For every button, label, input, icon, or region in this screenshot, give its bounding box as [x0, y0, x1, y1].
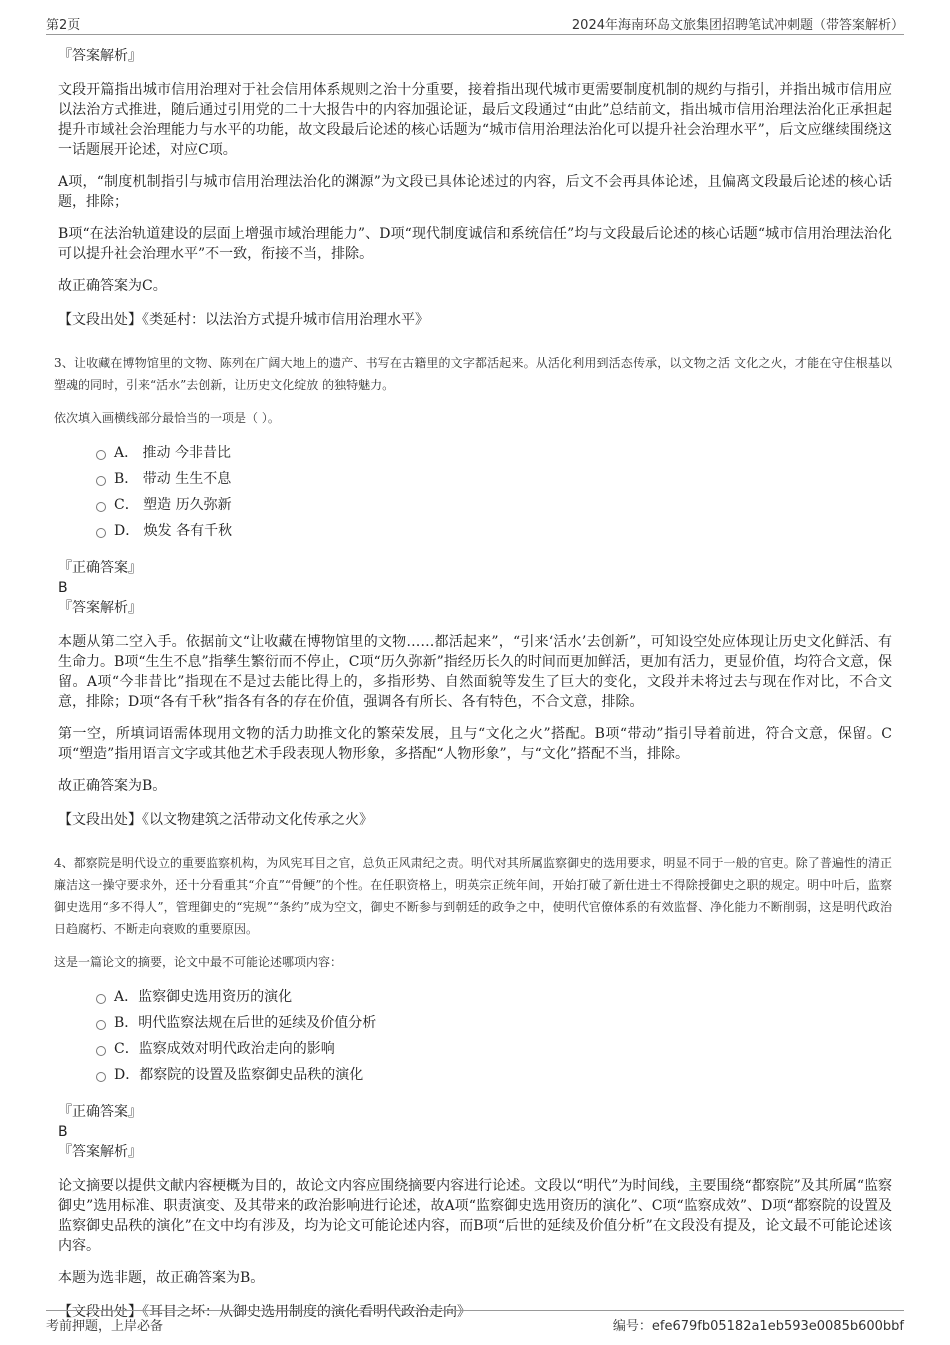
question-3-text: 3、让收藏在博物馆里的文物、陈列在广阔大地上的遗产、书写在古籍里的文字都活起来。从活化利用到活态传承，以文物之活 文化之火，才能在守住根基以塑魂的同时，引来“活水”去创新，让历史文化绽放 的独特魅力。 [54, 356, 892, 392]
option-b[interactable] [96, 1010, 892, 1036]
source-citation: 【文段出处】《类延村：以法治方式提升城市信用治理水平》 [58, 312, 429, 328]
page-header [46, 12, 904, 35]
radio-icon[interactable] [96, 476, 106, 486]
radio-icon[interactable] [96, 528, 106, 538]
option-a[interactable] [96, 984, 892, 1010]
analysis-paragraph: 故正确答案为C。 [58, 278, 167, 294]
page-content [54, 46, 892, 1322]
radio-icon[interactable] [96, 994, 106, 1004]
option-label: A． 推动 今非昔比 [114, 445, 232, 461]
analysis-label: 『答案解析』 [58, 600, 142, 616]
analysis-paragraph: B项“在法治轨道建设的层面上增强市域治理能力”、D项“现代制度诚信和系统信任”均与文段最后论述的核心话题“城市信用治理法治化可以提升社会治理水平”不一致，衔接不当，排除。 [58, 226, 892, 262]
analysis-paragraph: 本题从第二空入手。依据前文“让收藏在博物馆里的文物……都活起来”，“引来‘活水’去创新”，可知设空处应体现让历史文化鲜活、有生命力。B项“生生不息”指孳生繁衍而不停止，C项“历久弥新”指经历长久的时间而更加鲜活，更加有活力，更显价值，均符合文意，保留。A项“今非昔比”指现在不是过去能比得上的，多指形势、自然面貌等发生了巨大的变化，文段并未将过去与现在作对比，不合文意，排除；D项“各有千秋”指各有各的存在价值，强调各有所长、各有特色，不合文意，排除。 [58, 634, 892, 710]
analysis-label: 『答案解析』 [58, 1144, 142, 1160]
option-a[interactable] [96, 440, 892, 466]
option-label: A．监察御史选用资历的演化 [114, 989, 293, 1005]
analysis-paragraph: 文段开篇指出城市信用治理对于社会信用体系规则之治十分重要，接着指出现代城市更需要制度机制的规约与指引，并指出城市信用应以法治方式推进，随后通过引用党的二十大报告中的内容加强论证，最后文段通过“由此”总结前文，指出城市信用治理法治化正承担起提升市域社会治理能力与水平的功能，故文段最后论述的核心话题为“城市信用治理法治化可以提升社会治理水平”，后文应继续围绕这一话题展开论述，对应C项。 [58, 82, 892, 158]
option-label: B． 带动 生生不息 [114, 471, 232, 487]
source-citation: 【文段出处】《耳目之坏：从御史选用制度的演化看明代政治走向》 [58, 1304, 471, 1320]
option-label: B．明代监察法规在后世的延续及价值分析 [114, 1015, 377, 1031]
source-citation: 【文段出处】《以文物建筑之活带动文化传承之火》 [58, 812, 373, 828]
option-label: D． 焕发 各有千秋 [114, 523, 233, 539]
option-label: D．都察院的设置及监察御史品秩的演化 [114, 1067, 364, 1083]
radio-icon[interactable] [96, 1046, 106, 1056]
option-d[interactable] [96, 518, 892, 544]
question-4-options [96, 984, 892, 1088]
document-title: 2024年海南环岛文旅集团招聘笔试冲刺题（带答案解析） [571, 18, 904, 33]
radio-icon[interactable] [96, 1020, 106, 1030]
option-c[interactable] [96, 492, 892, 518]
correct-answer-label: 『正确答案』 [58, 560, 142, 576]
correct-answer-label: 『正确答案』 [58, 1104, 142, 1120]
question-4-text: 4、都察院是明代设立的重要监察机构，为风宪耳目之官，总负正风肃纪之责。明代对其所属监察御史的选用要求，明显不同于一般的官吏。除了普遍性的清正廉洁这一操守要求外，还十分看重其“介直”“骨鲠”的个性。在任职资格上，明英宗正统年间，开始打破了新仕进士不得除授御史之职的规定。明中叶后，监察御史选用“多不得人”，管理御史的“宪规”“条约”成为空文，御史不断参与到朝廷的政争之中，使明代官僚体系的有效监督、净化能力不断削弱，这是明代政治日趋腐朽、不断走向衰败的重要原因。 [54, 856, 892, 936]
page-number: 第2页 [46, 18, 81, 33]
question-3-options [96, 440, 892, 544]
footer-slogan: 考前押题，上岸必备 [46, 1319, 164, 1334]
radio-icon[interactable] [96, 502, 106, 512]
analysis-paragraph: 本题为选非题，故正确答案为B。 [58, 1270, 265, 1286]
radio-icon[interactable] [96, 450, 106, 460]
correct-answer: B [58, 1124, 68, 1140]
option-label: C．监察成效对明代政治走向的影响 [114, 1041, 335, 1057]
radio-icon[interactable] [96, 1072, 106, 1082]
analysis-paragraph: 论文摘要以提供文献内容梗概为目的，故论文内容应围绕摘要内容进行论述。文段以“明代”为时间线，主要围绕“都察院”及其所属“监察御史”选用标准、职责演变、及其带来的政治影响进行论述，故A项“监察御史选用资历的演化”、C项“监察成效”、D项“都察院的设置及监察御史品秩的演化”在文中均有涉及，均为论文可能论述内容，而B项“后世的延续及价值分析”在文段没有提及，论文最不可能论述该内容。 [58, 1178, 892, 1254]
option-d[interactable] [96, 1062, 892, 1088]
document-id: 编号：efe679fb05182a1eb593e0085b600bbf [612, 1319, 904, 1334]
analysis-paragraph: A项，“制度机制指引与城市信用治理法治化的渊源”为文段已具体论述过的内容，后文不会再具体论述，且偏离文段最后论述的核心话题，排除； [58, 174, 892, 210]
analysis-label: 『答案解析』 [58, 48, 142, 64]
analysis-paragraph: 第一空，所填词语需体现用文物的活力助推文化的繁荣发展，且与“文化之火”搭配。B项“带动”指引导着前进，符合文意，保留。C项“塑造”指用语言文字或其他艺术手段表现人物形象，多搭配“人物形象”，与“文化”搭配不当，排除。 [58, 726, 892, 762]
page-footer [46, 1310, 904, 1334]
correct-answer: B [58, 580, 68, 596]
analysis-paragraph: 故正确答案为B。 [58, 778, 167, 794]
option-c[interactable] [96, 1036, 892, 1062]
question-3-instruction: 依次填入画横线部分最恰当的一项是（ ）。 [54, 411, 280, 425]
question-4-instruction: 这是一篇论文的摘要，论文中最不可能论述哪项内容： [54, 955, 343, 969]
option-b[interactable] [96, 466, 892, 492]
option-label: C． 塑造 历久弥新 [114, 497, 232, 513]
